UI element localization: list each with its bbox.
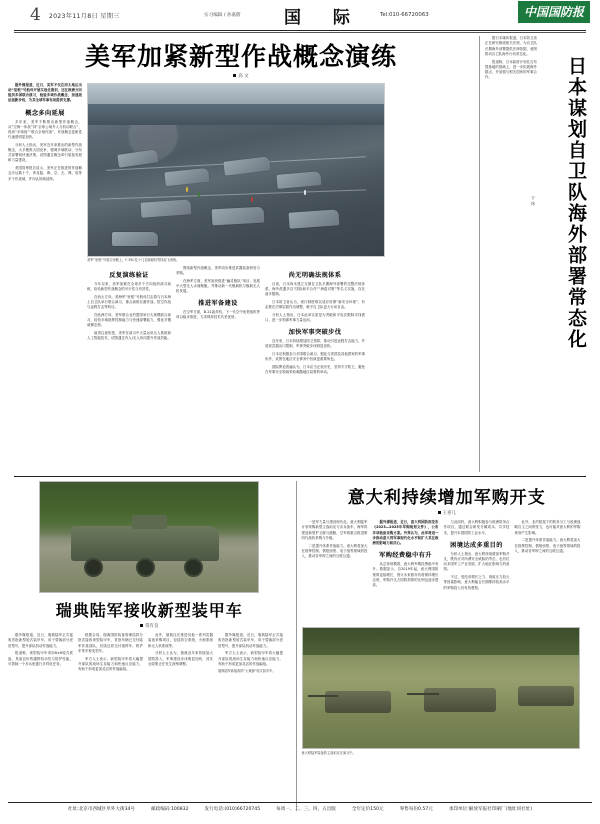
bottom-section	[8, 481, 592, 811]
paragraph: 此外，北约框架下的防务分工与欧洲战略自主之间的张力，也可能对意大利的军购规划产生影响。	[514, 520, 581, 535]
article-italy	[296, 481, 593, 811]
article-sweden-headline: 瑞典陆军接收新型装甲车	[55, 601, 243, 621]
paragraph: 在西太方向，美海军“里根”号航母打击群与日本海上自卫队举行联合演习，重点演练反潜作战、防空作战与远程打击等科目。	[87, 294, 171, 309]
aircraft	[277, 171, 322, 189]
vehicle-wheel	[84, 558, 103, 577]
italy-lead	[373, 520, 439, 546]
article-japan	[479, 36, 592, 472]
sweden-col3-body	[148, 633, 213, 667]
article-japan-col1-body2	[265, 339, 365, 375]
deck-crew	[304, 190, 306, 195]
telephone: Tel:010-66720063	[380, 12, 429, 18]
paragraph: 今年以来，美军加紧在全球多个方向组织演习演练，检验新型作战概念的可行性与有效性。	[87, 281, 171, 291]
subhead-concept: 概念多向延展	[25, 109, 65, 117]
paragraph: 此外，瑞典还在推进其他一系列武器装备采购项目，包括防空系统、火炮系统和无人机系统等。	[148, 633, 213, 648]
article-main-col1-body	[8, 120, 82, 182]
deck-crew	[251, 197, 253, 202]
vehicle-wheel	[184, 558, 203, 577]
paragraph: 从总体规模看，意大利军购经费稳中有升。数据显示，自2019年起，意大利国防预算连续增长，预计未来数年仍将保持增长态势，军购开支占国防预算的比例也逐步提高。	[372, 562, 439, 588]
sweden-col4-body	[218, 633, 283, 667]
page-number: 4	[30, 4, 41, 25]
paragraph: 在欧洲方向，美军联合北约盟国举行大规模联合演习，检验多域指挥控制能力与快速部署能力，强化对俄威慑态势。	[87, 312, 171, 328]
paragraph: 据日本媒体报道，日本防卫省正在研究修改相关法规，为自卫队长期海外部署提供法律依据，意图推动自卫队海外行动常态化。	[485, 36, 537, 56]
lead-paragraph: 据外媒报道，近日，美军不仅在西太地区出动“里根”号航母开展实战化演训，还在欧洲方向组织多国联合演习，检验多域作战概念，加速战法创新步伐，为其全球军事布局提供支撑。	[8, 82, 82, 103]
aircraft	[223, 157, 270, 177]
byline-japan	[530, 196, 536, 206]
paragraph: 在海军方面，美军加快推进“幽灵舰队”项目，发展中大型无人水面舰艇，并推动新一代舰载机与舰载无人机发展。	[176, 278, 260, 293]
byline-square-icon	[140, 624, 143, 627]
subhead-armament: 推进军备建设	[198, 300, 238, 308]
paragraph: 目前，日本尚未建立支撑自卫队长期海外部署的完整法规体系，海外派遣多以“国际和平合作”“海盗对策”等名义实施，存在诸多限制。	[265, 281, 365, 296]
article-italy-column-4	[515, 520, 581, 593]
subhead-japan-military: 加快军事突破步伐	[288, 329, 342, 337]
article-italy-column-2	[373, 520, 439, 593]
footer-printer: 承印单位:解放军报社印刷厂(地址同社址)	[448, 807, 533, 812]
deck-crew	[186, 187, 188, 192]
top-section	[8, 36, 592, 472]
article-japan-headline: 日本谋划自卫队海外部署常态化	[565, 56, 587, 351]
photo-caption-carrier: 美军“里根”号航空母舰上，F-35C及十几名舰载机等待起飞训练。	[87, 258, 180, 263]
article-sweden-column-4	[218, 633, 283, 674]
paragraph: 报道称，日本政府计划在吉布提基地的基础上，进一步拓展海外据点，并加强与相关国家的军事合作。	[485, 59, 537, 80]
paragraph: 不过，受经济增长乏力、财政压力较大等因素影响，意大利能否长期维持较高水平的军购投入仍有待观察。	[443, 575, 510, 590]
italy-col2-body	[373, 562, 439, 588]
tank-vehicle	[325, 691, 391, 713]
photo-treeline	[303, 628, 579, 654]
paragraph: 报道称，该型装甲车采用6×6轮式底盘，具备良好的越野机动性与防护性能，可搭载一个步兵班遂行多样化任务。	[8, 651, 73, 666]
tank-barrel	[308, 695, 338, 697]
photo-armored-vehicle	[39, 481, 259, 593]
article-sweden-column-3	[148, 633, 213, 674]
paragraph: 据外媒报道，近日，瑞典陆军正式接收首批新型轮式装甲车，用于替换部分老旧型号，提升部队机动作战能力。	[218, 633, 283, 648]
article-japan-lead	[485, 36, 537, 80]
photo-sea	[88, 104, 384, 125]
article-main-column-3	[176, 266, 260, 378]
italy-col4-body	[515, 520, 581, 554]
aircraft	[141, 199, 192, 217]
italy-col1-body	[302, 520, 368, 559]
article-japan-column-1	[265, 266, 365, 378]
article-main-grid	[8, 83, 474, 378]
article-main-col3-body	[176, 266, 260, 295]
sweden-col1-body	[8, 633, 73, 667]
aircraft	[289, 209, 340, 228]
article-italy-columns	[302, 520, 593, 593]
page-title: 美军加紧新型作战概念演练	[84, 42, 397, 72]
byline-sweden	[8, 623, 291, 629]
vehicle-wheel	[136, 558, 155, 577]
publication-logo: 中国国防报	[518, 1, 590, 23]
paragraph: 日本防卫省认为，现行制度难以适应所谓“新安全环境”，有必要在法律层面作出调整，赋予自卫队更大行动自由。	[265, 299, 365, 309]
editor-credit: 实习编辑 / 孙嘉蔚	[204, 13, 241, 18]
byline-italy-text: 王喜儿	[442, 511, 456, 517]
footer-annual-price: 全年定价150元	[351, 807, 384, 812]
footer-postcode: 邮政编码:100832	[151, 807, 189, 812]
footer-info	[0, 803, 600, 812]
footer-schedule: 每周一、二、三、四、五出版	[276, 807, 336, 812]
paragraph: 分析人士认为，瑞典近年来持续加大国防投入，军事建设步伐明显加快，其安全政策正在发生深刻调整。	[148, 651, 213, 666]
sweden-col2-body	[78, 633, 143, 672]
paragraph: 军方人士表示，新型装甲车将大幅提升部队的战场生存能力和快速反应能力，有助于形成更加灵活的作战编组。	[218, 651, 283, 666]
article-main-col2-body	[87, 282, 171, 342]
aircraft	[117, 150, 158, 168]
byline-japan-text: 于 冰	[531, 196, 536, 206]
deck-marking	[100, 189, 366, 199]
article-main-col3-body2	[176, 310, 260, 320]
byline-main-text: 高 文	[238, 73, 249, 79]
footer-unit-price: 零售每份0.57元	[399, 807, 433, 812]
subhead-japan-law: 尚无明确法规体系	[288, 271, 342, 279]
photo-tanks	[302, 627, 580, 749]
tank-vehicle	[518, 686, 574, 706]
paragraph: 二是提升体系作战能力。意大利将加大在指挥控制、情报侦察、电子战等领域的投入，推动各军种之间的互联互通。	[514, 538, 581, 553]
paragraph: 围绕新型作战概念，美军同步推进武器装备研发与采购。	[176, 265, 260, 275]
byline-square-icon	[438, 511, 441, 514]
paragraph: 值得注意的是，美军在演习中大量运用无人系统和人工智能技术，试图通过有人/无人协同提升作战效能。	[87, 330, 171, 340]
paragraph: 与此同时，意大利积极参与欧洲防务合作项目，通过联合研发分摊成本、共享技术，提升本国国防工业水平。	[443, 520, 510, 535]
photo-aircraft-carrier	[87, 83, 385, 257]
paragraph: 根据合同，瑞典国防装备管理局将分批次接收该型装甲车，首批车辆已交付陆军作战部队，后续还将交付指挥车、救护车等多种变型车。	[78, 633, 143, 653]
article-sweden	[8, 481, 291, 811]
article-sweden-columns	[8, 633, 291, 674]
section-title: 国 际	[284, 8, 363, 28]
italy-col3-body	[444, 520, 510, 536]
article-main-column-1	[8, 83, 82, 378]
lead-paragraph: 据外媒报道，近日，意大利国防部发布《2023—2025年军购规划文件》，公布多项装备采购方案。外界认为，此举将进一步推动意大利军事现代化水平和扩大其在欧洲的影响力和决心。	[372, 520, 439, 545]
article-sweden-column-1	[8, 633, 73, 674]
photo-caption-apc: 瑞典陆军新接收的“大黄蜂”轮式装甲车。	[218, 669, 276, 674]
paragraph: 分析人士指出，意大利持续增加军购开支，既有应对所谓安全威胁的考虑，也有拉动本国军工产业发展、扩大地区影响力的意图。	[443, 551, 510, 572]
byline-main	[8, 73, 474, 79]
subhead-italy-budget: 军购经费稳中有升	[379, 552, 432, 560]
byline-italy	[302, 510, 593, 516]
byline-sweden-text: 常有良	[145, 624, 159, 630]
publication-date: 2023年11月8日 星期三	[48, 12, 120, 20]
masthead-rule-thick	[14, 30, 586, 31]
article-japan-col1-body	[265, 282, 365, 323]
paragraph: 日本还积极参与多国联合演习，强化与美国及其他国家的军事协作，试图在地区安全事务中扮演更重要角色。	[265, 351, 365, 362]
article-main	[8, 36, 474, 472]
aircraft	[164, 167, 209, 186]
footer-address: 社址:北京市西城区阜外大街34号	[67, 807, 136, 812]
paragraph: 分析人士指出，日本此举实质是为突破和平宪法限制寻找借口，进一步松绑军事力量运用。	[265, 312, 365, 322]
aircraft	[212, 206, 265, 225]
deck-crew	[198, 192, 200, 197]
subhead-italy-goals: 困境达成多重目的	[450, 541, 503, 549]
paragraph: 军方人士表示，新型装甲车将大幅提升部队的战场生存能力和快速反应能力，有助于形成更加灵活的作战编组。	[78, 656, 143, 671]
footer-phone: 发行电话:(010)66720745	[204, 807, 261, 812]
byline-square-icon	[233, 74, 236, 77]
masthead	[8, 0, 592, 30]
vehicle-turret	[132, 515, 167, 529]
section-divider	[14, 476, 586, 477]
vehicle-hull	[71, 526, 219, 561]
paragraph: 一是军力量与建设现代化。意大利陆军计划采购新型主战坦克与步兵战车，海军将建造新型护卫舰与潜艇，空军则重点推进第四代战机采购与升级。	[301, 520, 368, 540]
photo-caption-tanks: 意大利陆军装备的主战坦克在演习中。	[301, 750, 356, 755]
paragraph: 分析人士指出，美军近年来推出的新型作战概念，大多聚焦大国竞争，强调多域联动、分布式部署和快速决策，试图通过概念牵引装备发展和力量建设。	[8, 142, 82, 163]
masthead-rule-thin	[14, 32, 586, 33]
article-italy-column-3	[444, 520, 510, 593]
tank-barrel	[407, 693, 439, 695]
paragraph: 国际舆论普遍认为，日本应当正视历史，坚持专守防卫，避免在军事安全领域采取刺激地区局势的举动。	[265, 364, 365, 375]
article-italy-column-1	[302, 520, 368, 593]
paragraph: 二是提升体系作战能力。意大利将加大在指挥控制、情报侦察、电子战等领域的投入，推动各军种之间的互联互通。	[301, 543, 368, 558]
tank-vehicle	[424, 688, 496, 712]
paragraph: 近年来，日本持续增加防卫预算，推动引进远程打击能力，并放宽武器出口限制，军事突破步伐明显加快。	[265, 339, 365, 349]
paragraph: 在空军方面，B-21轰炸机、下一代空中优势战机等项目稳步推进，力求保持技术代差优势。	[176, 310, 260, 320]
article-main-column-2	[87, 266, 171, 378]
paragraph: 美国智库报告显示，美军正在推进的作战概念多达数十个，涉及陆、海、空、天、网、电等多个作战域，并向认知域延伸。	[8, 166, 82, 181]
paragraph: 据外媒报道，近日，瑞典陆军正式接收首批新型轮式装甲车，用于替换部分老旧型号，提升部队机动作战能力。	[8, 633, 73, 648]
article-sweden-column-2	[78, 633, 143, 674]
italy-col3-body2	[444, 552, 510, 591]
page-footer	[0, 802, 600, 812]
subhead-drills: 反复演练验证	[109, 271, 149, 279]
paragraph: 多年来，美军不断推出新型作战概念，从“空海一体战”到“全球公域介入与机动联合”，再到“多域战”“联合全域作战”，作战概念更新迭代速度明显加快。	[8, 119, 82, 140]
article-italy-headline: 意大利持续增加军购开支	[347, 488, 546, 509]
article-main-lead	[8, 83, 82, 104]
aircraft	[112, 232, 158, 246]
